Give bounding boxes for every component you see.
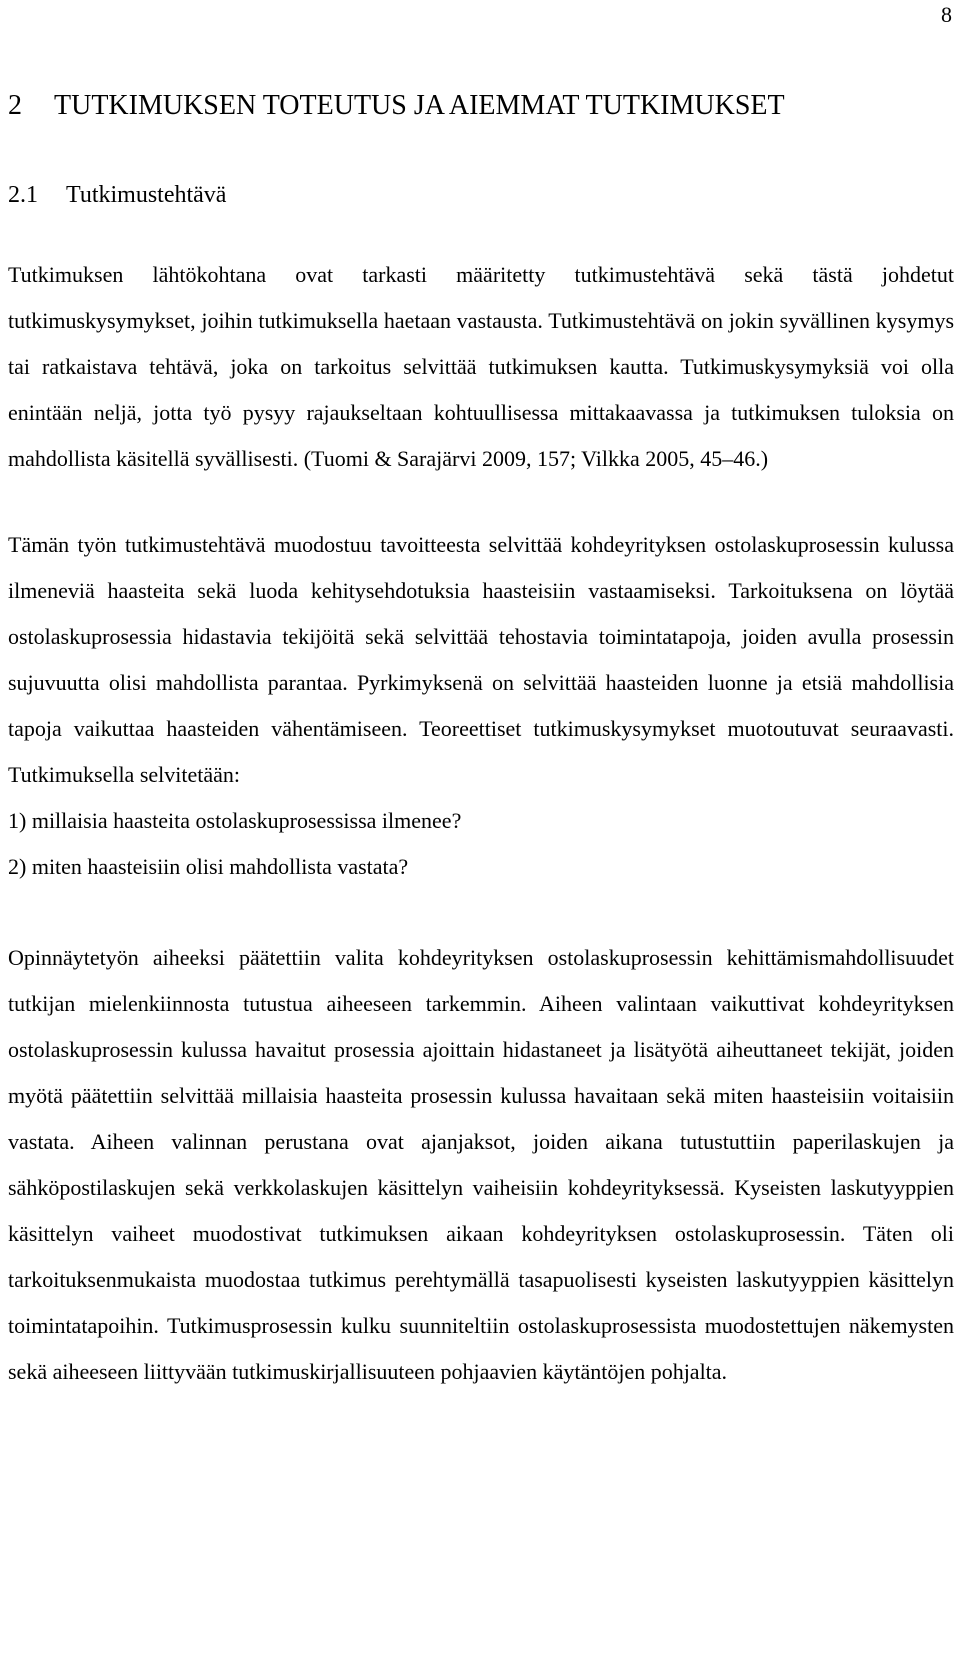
- research-questions-list: [8, 798, 954, 890]
- chapter-heading: [8, 86, 954, 126]
- paragraph-research-basis: Tutkimuksen lähtökohtana ovat tarkasti määritetty tutkimustehtävä sekä tästä johdetut tutkimuskysymykset, joihin tutkimuksella haetaan vastausta. Tutkimustehtävä on jokin syvällinen kysymys tai ratkaistava tehtävä, joka on tarkoitus selvittää tutkimuksen kautta. Tutkimuskysymyksiä voi olla enintään neljä, jotta työ pysyy rajaukseltaan kohtuullisessa mittakaavassa ja tutkimuksen tuloksia on mahdollista käsitellä syvällisesti. (Tuomi & Sarajärvi 2009, 157; Vilkka 2005, 45–46.): [8, 262, 954, 471]
- paragraph-research-task: Tämän työn tutkimustehtävä muodostuu tavoitteesta selvittää kohdeyrityksen ostolaskuprosessin kulussa ilmeneviä haasteita sekä luoda kehitysehdotuksia haasteisiin vastaamiseksi. Tarkoituksena on löytää ostolaskuprosessia hidastavia tekijöitä sekä selvittää tehostavia toimintatapoja, joiden avulla prosessin sujuvuutta olisi mahdollista parantaa. Pyrkimyksenä on selvittää haasteiden luonne ja etsiä mahdollisia tapoja vaikuttaa haasteiden vähentämiseen. Teoreettiset tutkimuskysymykset muotoutuvat seuraavasti. Tutkimuksella selvitetään:: [8, 532, 954, 787]
- section-title: Tutkimustehtävä: [66, 182, 227, 208]
- paragraph-topic-selection: Opinnäytetyön aiheeksi päätettiin valita kohdeyrityksen ostolaskuprosessin kehittämismahdollisuudet tutkijan mielenkiinnosta tutustua aiheeseen tarkemmin. Aiheen valintaan vaikuttivat kohdeyrityksen ostolaskuprosessin kulussa havaitut prosessia ajoittain hidastaneet ja lisätyötä aiheuttaneet tekijät, joiden myötä päätettiin selvittää millaisia haasteita prosessin kulussa havaitaan sekä miten haasteisiin voitaisiin vastata. Aiheen valinnan perustana ovat ajanjaksot, joiden aikana tutustuttiin paperilaskujen ja sähköpostilaskujen sekä verkkolaskujen käsittelyn vaiheisiin kohdeyrityksessä. Kyseisten laskutyyppien käsittelyn vaiheet muodostivat tutkimuksen aikaan kohdeyrityksen ostolaskuprosessin. Täten oli tarkoituksenmukaista muodostaa tutkimus perehtymällä tasapuolisesti kyseisten laskutyyppien käsittelyn toimintatapoihin. Tutkimusprosessin kulku suunniteltiin ostolaskuprosessista muodostettujen näkemysten sekä aiheeseen liittyvään tutkimuskirjallisuuteen pohjaavien käytäntöjen pohjalta.: [8, 945, 954, 1384]
- section-heading: [8, 178, 954, 212]
- chapter-number: 2: [8, 90, 22, 121]
- page-number: 8: [941, 2, 952, 27]
- chapter-title: TUTKIMUKSEN TOTEUTUS JA AIEMMAT TUTKIMUKSET: [54, 90, 785, 121]
- research-question-2: 2) miten haasteisiin olisi mahdollista vastata?: [8, 854, 409, 879]
- section-number: 2.1: [8, 182, 38, 208]
- research-question-1: 1) millaisia haasteita ostolaskuprosessissa ilmenee?: [8, 808, 462, 833]
- document-body: [8, 86, 954, 1395]
